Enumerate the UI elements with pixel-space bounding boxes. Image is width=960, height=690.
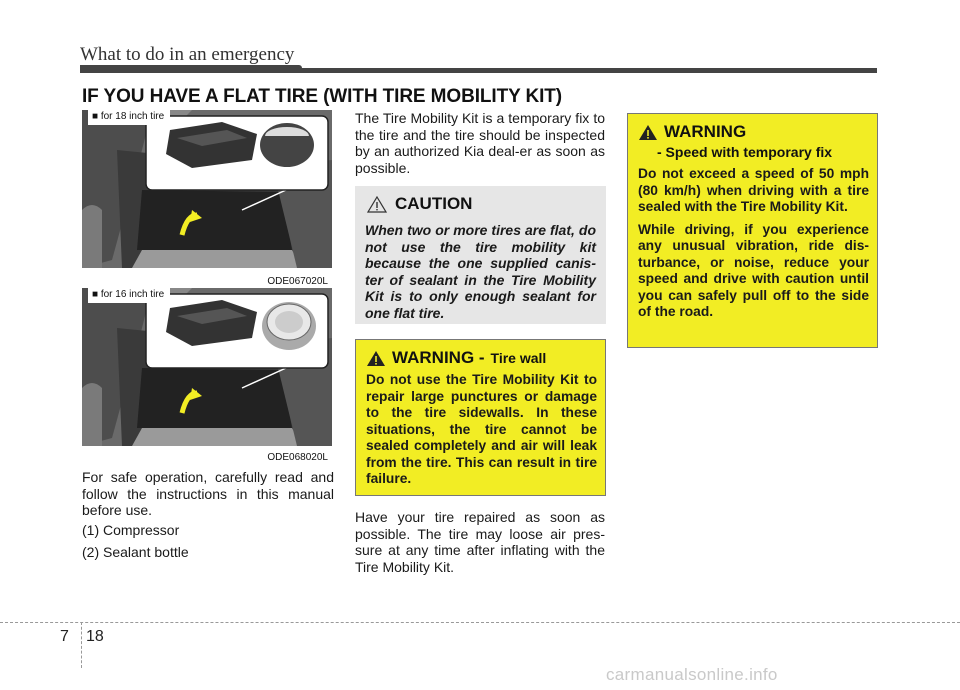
warning-subtitle: - Speed with temporary fix — [657, 144, 833, 160]
warning-triangle-icon — [366, 350, 386, 367]
running-header: What to do in an emergency — [80, 44, 295, 65]
chapter-number: 7 — [60, 628, 69, 645]
page-number: 18 — [86, 628, 104, 645]
warning-driving-text: While driving, if you experience any unusual vibration, ride dis-turbance, or noise, reduce your speed and drive with caution until you can safely pull off to the side of the road. — [638, 221, 869, 319]
caution-box — [355, 186, 606, 324]
warning-tire-wall-box — [355, 339, 606, 496]
figure-code: ODE068020L — [267, 452, 328, 463]
warning-title: WARNING — [664, 122, 747, 141]
safety-paragraph: For safe operation, carefully read and follow the instructions in this manual before use. — [82, 469, 334, 518]
watermark: carmanualsonline.info — [606, 665, 778, 684]
warning-tire-text: Do not use the Tire Mobility Kit to repair large punctures or damage to the tire sidewalls. In these situations, the tire cannot be sealed completely and air will leak from the tire. This can result in tire failure. — [366, 372, 597, 486]
figure-label: ■ for 18 inch tire — [88, 110, 170, 125]
figure-label: ■ for 16 inch tire — [88, 288, 170, 303]
caution-text: When two or more tires are flat, do not use the tire mobility kit because the one supplied canis-ter of sealant in the Tire Mobility Kit is to only enough sealant for one flat tire. — [365, 222, 596, 321]
warning-speed-text: Do not exceed a speed of 50 mph (80 km/h) when driving with a tire sealed with the Tire Mobility Kit. — [638, 166, 869, 214]
caution-title: CAUTION — [395, 194, 473, 213]
figure-18-inch-kit — [82, 110, 332, 268]
section-title: IF YOU HAVE A FLAT TIRE (WITH TIRE MOBILITY KIT) — [82, 86, 563, 107]
list-item-compressor: (1) Compressor — [82, 522, 180, 538]
warning-speed-box — [627, 113, 878, 348]
figure-16-inch-kit — [82, 288, 332, 446]
header-rule — [80, 68, 877, 73]
list-item-sealant: (2) Sealant bottle — [82, 544, 189, 560]
warning-subtitle: Tire wall — [490, 350, 547, 366]
warning-triangle-icon — [638, 124, 658, 141]
trunk-illustration-18 — [82, 110, 332, 268]
repair-paragraph: Have your tire repaired as soon as possible. The tire may loose air pres-sure at any time after inflating with the Tire Mobility Kit. — [355, 509, 605, 575]
figure-code: ODE067020L — [267, 276, 328, 287]
trunk-illustration-16 — [82, 288, 332, 446]
footer-divider — [0, 622, 960, 623]
footer-vertical-divider — [81, 622, 82, 668]
warning-title: WARNING - — [392, 348, 485, 367]
caution-triangle-icon — [367, 196, 387, 213]
intro-paragraph: The Tire Mobility Kit is a temporary fix to the tire and the tire should be inspected by an authorized Kia deal-er as soon as possible. — [355, 110, 605, 176]
